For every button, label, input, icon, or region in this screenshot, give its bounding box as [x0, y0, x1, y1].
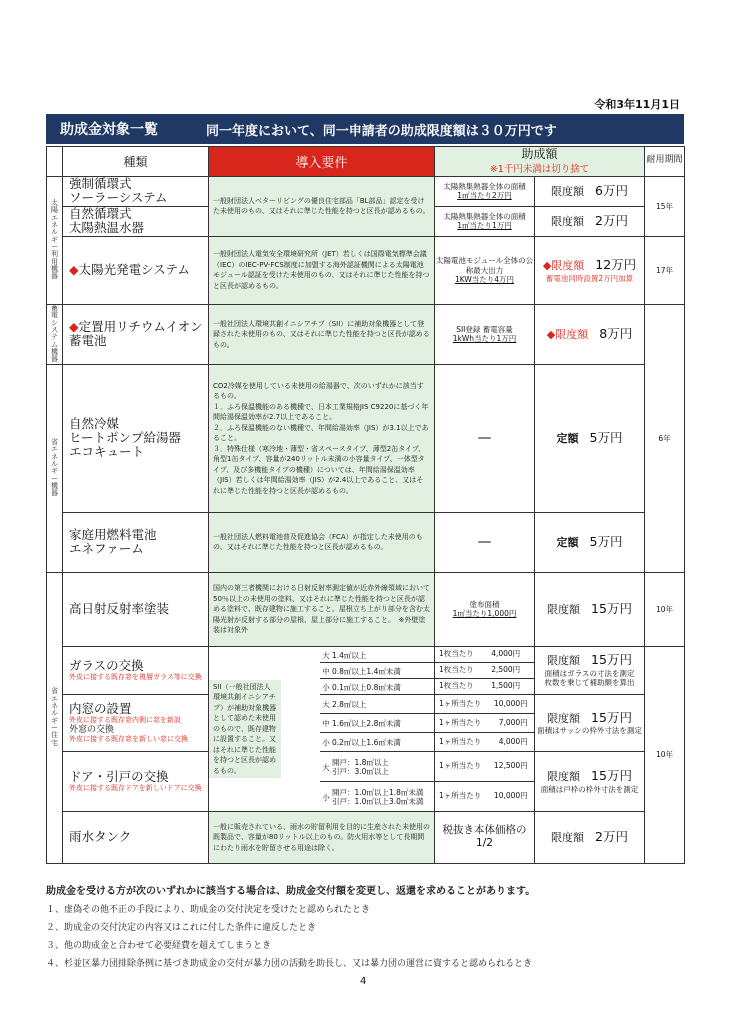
kind-inner-window: 内窓の設置 外皮に接する既存窓内側に窓を新設 外窓の交換 外皮に接する既存窓を新しい窓に交換: [63, 694, 209, 751]
size-range: 大 1.4㎡以上: [320, 646, 434, 663]
table-row: [47, 811, 685, 863]
title-banner: [46, 114, 684, 144]
kind-ecocute: 自然冷媒 ヒートポンプ給湯器 エコキュート: [63, 364, 209, 512]
kind-paint: 高日射反射率塗装: [63, 572, 209, 646]
limit-water-heater: 限度額 2万円: [535, 206, 645, 236]
size-range: 小 開戸：1.0㎡以上1.8㎡未満 引戸：1.0㎡以上3.0㎡未満: [320, 781, 434, 812]
header-amount: 助成額 ※1千円未満は切り捨て: [435, 147, 645, 177]
limit-rain-tank: 限度額 2万円: [535, 811, 645, 863]
size-range: 大 開戸：1.8㎡以上 引戸：3.0㎡以上: [320, 751, 434, 782]
life-pv: 17年: [645, 236, 685, 304]
size-range: 中 0.8㎡以上1.4㎡未満: [320, 662, 434, 679]
category-storage: 蓄電システム機器: [47, 304, 63, 364]
req-paint: 国内の第三者機関における日射反射率測定値が近赤外線領域において50％以上の未使用の塗料、又はそれに準じた性能を持つと区長が認める塗料で、既存建物に施工すること。屋根立ち上がり部分を含む太陽光射が反射する部分の屋根、屋上部分に施工すること。 ※外壁塗装は対象外: [209, 572, 435, 646]
amount-water-heater: 太陽熱集熱器全体の面積 1㎡当たり1万円: [435, 206, 535, 236]
req-rain-tank: 一般に販売されている、雨水の貯留利用を目的に生産された未使用の既製品で、容量が80リットル以上のもの。防火用水等として長期間にわたり雨水を貯留させる用途は除く。: [209, 811, 435, 863]
price-door-large: 1ヶ所当たり 12,500円: [435, 751, 535, 781]
limit-solar-system: 限度額 6万円: [535, 176, 645, 206]
req-ecocute: CO2冷媒を使用している未使用の給湯器で、次のいずれかに該当するもの。 １．ふろ保温機能のある機種で、日本工業規格JIS C9220に基づく年間給湯保温効率が2.7以上であること。 ２．ふろ保温機能のない機種で、年間給湯効率（JIS）が3.1以上であること。 ３．特殊仕様（寒冷地・薄型・省スペースタイプ、薄型2缶タイプ、角型1缶タイプ、容量が240リットル未満の小容量タイプ、一体型タイプ、及び多機能タイプの機種）については、年間給湯保温効率（JIS）若しくは年間給湯効率（JIS）が2.4以上であること、又はそれに準じた性能を持つと区長が認めるもの。: [209, 364, 435, 512]
document-date: 令和3年11月1日: [594, 98, 680, 111]
limit-enefarm: 定額 5万円: [535, 512, 645, 572]
req-pv: 一般財団法人電気安全環境研究所（JET）若しくは国際電気標準会議（IEC）のIEC-PV-FCS制度に加盟する海外認証機関による太陽電池モジュール認証を受けた未使用のもの、又はそれに準じた性能を持つと区長が認めるもの。: [209, 236, 435, 304]
amount-ecocute: —: [435, 364, 535, 512]
size-range: 大 2.8㎡以上: [320, 694, 434, 714]
req-battery: 一般社団法人環境共創イニシアチブ（SII）に補助対象機器として登録された未使用のもの、又はそれに準じた性能を持つと区長が認めるもの。: [209, 304, 435, 364]
page-number: 4: [360, 976, 367, 987]
amount-solar-system: 太陽熱集熱器全体の面積 1㎡当たり2万円: [435, 176, 535, 206]
kind-rain-tank: 雨水タンク: [63, 811, 209, 863]
table-row: [47, 176, 685, 206]
limit-battery: ◆限度額 8万円: [535, 304, 645, 364]
price-inner-medium: 1ヶ所当たり 7,000円: [435, 713, 535, 732]
size-range: 小 0.2㎡以上1.6㎡未満: [320, 732, 434, 752]
life-saving: 6年: [645, 304, 685, 572]
kind-pv: ◆太陽光発電システム: [63, 236, 209, 304]
price-inner-small: 1ヶ所当たり 4,000円: [435, 732, 535, 751]
table-row: [47, 304, 685, 364]
limit-pv: ◆限度額 12万円 蓄電池同時設置2万円加算: [535, 236, 645, 304]
kind-battery: ◆定置用リチウムイオン 蓄電池: [63, 304, 209, 364]
kind-water-heater: 自然循環式 太陽熱温水器: [63, 206, 209, 236]
limit-ecocute: 定額 5万円: [535, 364, 645, 512]
footer-item-2: ２、助成金の交付決定の内容又はこれに付した条件に違反したとき: [46, 923, 317, 933]
header-life: 耐用期間: [645, 147, 685, 177]
kind-solar-system: 強制循環式 ソーラーシステム: [63, 176, 209, 206]
kind-glass: ガラスの交換 外皮に接する既存窓を複層ガラス等に交換: [63, 646, 209, 694]
banner-subtitle: 同一年度において、同一申請者の助成限度額は３０万円です: [206, 123, 557, 139]
req-solar: 一般財団法人ベターリビングの優良住宅部品「BL部品」認定を受けた未使用のもの、又はそれに準じた性能を持つと区長が認めるもの。: [209, 176, 435, 236]
header-kind: 種類: [63, 147, 209, 177]
kind-enefarm: 家庭用燃料電池 エネファーム: [63, 512, 209, 572]
footer-item-4: ４、杉並区暴力団排除条例に基づき助成金の交付が暴力団の活動を助長し、又は暴力団の運営に資すると認められるとき: [46, 959, 533, 969]
table-row: [47, 236, 685, 304]
price-door-small: 1ヶ所当たり 10,000円: [435, 781, 535, 811]
life-housing: 10年: [645, 646, 685, 863]
price-glass-medium: 1枚当たり 2,500円: [435, 662, 535, 678]
header-requirement: 導入要件: [209, 147, 435, 177]
life-solar: 15年: [645, 176, 685, 236]
limit-door: 限度額 15万円 面積は戸枠の枠外寸法を測定: [535, 751, 645, 811]
footer-title: 助成金を受ける方が次のいずれかに該当する場合は、助成金交付額を変更し、返還を求めることがあります。: [46, 886, 536, 897]
price-inner-large: 1ヶ所当たり 10,000円: [435, 694, 535, 713]
req-enefarm: 一般社団法人燃料電池普及促進協会（FCA）が指定した未使用のもの、又はそれに準じた性能を持つと区長が認めるもの。: [209, 512, 435, 572]
amount-rain-tank: 税抜き本体価格の 1/2: [435, 811, 535, 863]
footer-item-3: ３、他の助成金と合わせて必要経費を超えてしまうとき: [46, 941, 272, 951]
category-saving: 省エネルギー機器: [47, 364, 63, 572]
table-header: [47, 147, 685, 177]
category-housing: 省エネルギー住宅: [47, 572, 63, 863]
amount-paint: 塗布面積 1㎡当たり1,000円: [435, 572, 535, 646]
kind-door: ドア・引戸の交換 外皮に接する既存ドアを新しいドアに交換: [63, 751, 209, 811]
amount-battery: SII登録 蓄電容量 1kWh当たり1万円: [435, 304, 535, 364]
req-housing-text: SII（一般社団法人環境共創イニシアチブ）が補助対象機器として認めた未使用のもので、既存建物に設置すること。又はそれに準じた性能を持つと区長が認めるもの。: [209, 680, 281, 779]
price-glass-small: 1枚当たり 1,500円: [435, 678, 535, 694]
size-range: 中 1.6㎡以上2.8㎡未満: [320, 713, 434, 733]
category-renewable: 太陽エネルギー利用機器: [47, 176, 63, 304]
table-row: [47, 512, 685, 572]
price-glass-large: 1枚当たり 4,000円: [435, 646, 535, 662]
size-range: 小 0.1㎡以上0.8㎡未満: [320, 678, 434, 695]
limit-glass: 限度額 15万円 面積はガラスの寸法を測定 枚数を乗じて補助額を算出: [535, 646, 645, 694]
limit-paint: 限度額 15万円: [535, 572, 645, 646]
limit-inner-window: 限度額 15万円 面積はサッシの枠外寸法を測定: [535, 694, 645, 751]
footer-item-1: １、虚偽その他不正の手段により、助成金の交付決定を受けたと認められたとき: [46, 905, 371, 915]
table-row: [47, 572, 685, 646]
table-row: [47, 364, 685, 512]
amount-enefarm: —: [435, 512, 535, 572]
life-paint: 10年: [645, 572, 685, 646]
amount-pv: 太陽電池モジュール全体の公称最大出力 1KW当たり4万円: [435, 236, 535, 304]
banner-title: 助成金対象一覧: [60, 122, 158, 138]
